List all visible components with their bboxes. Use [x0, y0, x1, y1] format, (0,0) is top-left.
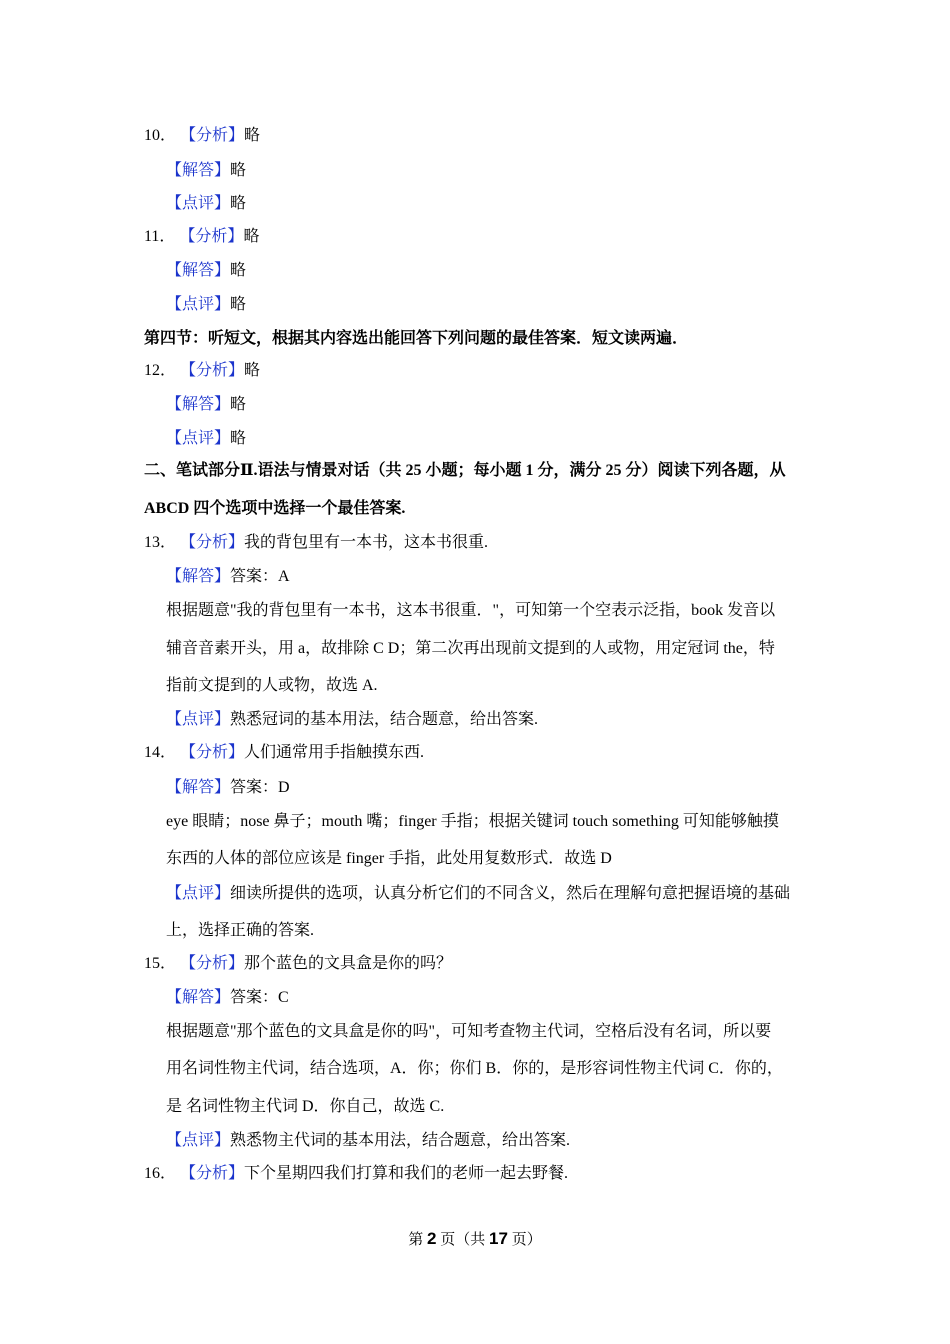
- q11-analysis: 略: [243, 228, 260, 245]
- q12-answer: 略: [230, 396, 247, 413]
- q10-answer-line: [166, 161, 246, 181]
- q13-explanation-line: 指前文提到的人或物，故选 A.: [166, 677, 378, 694]
- q14-analysis: 人们通常用手指触摸东西.: [244, 744, 425, 761]
- analysis-tag: 【分析】: [180, 362, 245, 379]
- footer-prefix: 第: [408, 1232, 428, 1248]
- q14-comment-continued: 上，选择正确的答案.: [166, 922, 315, 939]
- q10-comment-line: [166, 194, 246, 214]
- q12-comment-line: [166, 429, 246, 449]
- q13-answer: 答案：A: [230, 568, 290, 585]
- analysis-tag: 【分析】: [180, 534, 245, 551]
- q14-answer-line: [166, 778, 290, 798]
- answer-tag: 【解答】: [166, 262, 231, 279]
- q11-number: 11．: [144, 228, 176, 245]
- q14-answer: 答案：D: [230, 779, 290, 796]
- q11-analysis-line: [144, 227, 259, 247]
- page-number: 2: [427, 1229, 437, 1248]
- q10-analysis-line: [144, 126, 260, 146]
- analysis-tag: 【分析】: [180, 955, 245, 972]
- q14-explanation-line: eye 眼睛；nose 鼻子；mouth 嘴；finger 手指；根据关键词 touch something 可知能够触摸: [166, 813, 779, 830]
- q13-number: 13．: [144, 534, 177, 551]
- q14-comment-line: [166, 884, 790, 904]
- q11-answer-line: [166, 261, 246, 281]
- q16-analysis-line: [144, 1164, 568, 1184]
- q15-answer-line: [166, 988, 289, 1008]
- comment-tag: 【点评】: [166, 711, 231, 728]
- footer-suffix: 页）: [507, 1232, 542, 1248]
- q12-comment: 略: [230, 430, 247, 447]
- q15-answer: 答案：C: [230, 989, 289, 1006]
- comment-tag: 【点评】: [166, 885, 231, 902]
- q10-number: 10．: [144, 127, 177, 144]
- q15-comment-line: [166, 1131, 570, 1151]
- q14-analysis-line: [144, 743, 424, 763]
- q11-comment-line: [166, 295, 246, 315]
- q12-analysis: 略: [244, 362, 261, 379]
- q13-comment-line: [166, 710, 538, 730]
- part-two-heading-line2: ABCD 四个选项中选择一个最佳答案.: [144, 500, 406, 517]
- q12-analysis-line: [144, 361, 260, 381]
- total-pages: 17: [489, 1229, 508, 1248]
- analysis-tag: 【分析】: [180, 127, 245, 144]
- q15-explanation-line: 是 名词性物主代词 D．你自己，故选 C.: [166, 1098, 445, 1115]
- answer-tag: 【解答】: [166, 779, 231, 796]
- q15-explanation-line: 用名词性物主代词，结合选项，A．你；你们 B．你的，是形容词性物主代词 C．你的，: [166, 1060, 783, 1077]
- q13-explanation-line: 辅音音素开头，用 a，故排除 C D；第二次再出现前文提到的人或物，用定冠词 the，特: [166, 640, 775, 657]
- answer-tag: 【解答】: [166, 162, 231, 179]
- answer-tag: 【解答】: [166, 568, 231, 585]
- answer-tag: 【解答】: [166, 396, 231, 413]
- q16-number: 16．: [144, 1165, 177, 1182]
- part-two-heading-line1: 二、笔试部分Ⅱ.语法与情景对话（共 25 小题；每小题 1 分，满分 25 分）阅读下列各题，从: [144, 462, 786, 479]
- q10-comment: 略: [230, 195, 247, 212]
- comment-tag: 【点评】: [166, 195, 231, 212]
- q14-number: 14．: [144, 744, 177, 761]
- q12-number: 12．: [144, 362, 177, 379]
- comment-tag: 【点评】: [166, 430, 231, 447]
- page-footer: [0, 1229, 950, 1250]
- q13-comment: 熟悉冠词的基本用法，结合题意，给出答案.: [230, 711, 539, 728]
- analysis-tag: 【分析】: [180, 744, 245, 761]
- comment-tag: 【点评】: [166, 296, 231, 313]
- q15-comment: 熟悉物主代词的基本用法，结合题意，给出答案.: [230, 1132, 571, 1149]
- q15-analysis-line: [144, 954, 452, 974]
- q15-analysis: 那个蓝色的文具盒是你的吗？: [244, 955, 453, 972]
- q13-analysis-line: [144, 533, 488, 553]
- footer-middle: 页（共: [436, 1232, 490, 1248]
- q12-answer-line: [166, 395, 246, 415]
- analysis-tag: 【分析】: [180, 1165, 245, 1182]
- q13-explanation-line: 根据题意"我的背包里有一本书，这本书很重．"，可知第一个空表示泛指，book 发音以: [166, 602, 776, 619]
- q13-analysis: 我的背包里有一本书，这本书很重.: [244, 534, 489, 551]
- q11-comment: 略: [230, 296, 247, 313]
- q13-answer-line: [166, 567, 290, 587]
- q15-explanation-line: 根据题意"那个蓝色的文具盒是你的吗"，可知考查物主代词，空格后没有名词，所以要: [166, 1023, 772, 1040]
- comment-tag: 【点评】: [166, 1132, 231, 1149]
- q10-analysis: 略: [244, 127, 261, 144]
- q10-answer: 略: [230, 162, 247, 179]
- section-four-heading: 第四节：听短文，根据其内容选出能回答下列问题的最佳答案．短文读两遍．: [144, 330, 689, 347]
- q11-answer: 略: [230, 262, 247, 279]
- q15-number: 15．: [144, 955, 177, 972]
- answer-tag: 【解答】: [166, 989, 231, 1006]
- q14-comment: 细读所提供的选项，认真分析它们的不同含义，然后在理解句意把握语境的基础: [230, 885, 791, 902]
- q14-explanation-line: 东西的人体的部位应该是 finger 手指，此处用复数形式．故选 D: [166, 850, 612, 867]
- analysis-tag: 【分析】: [179, 228, 244, 245]
- q16-analysis: 下个星期四我们打算和我们的老师一起去野餐.: [244, 1165, 569, 1182]
